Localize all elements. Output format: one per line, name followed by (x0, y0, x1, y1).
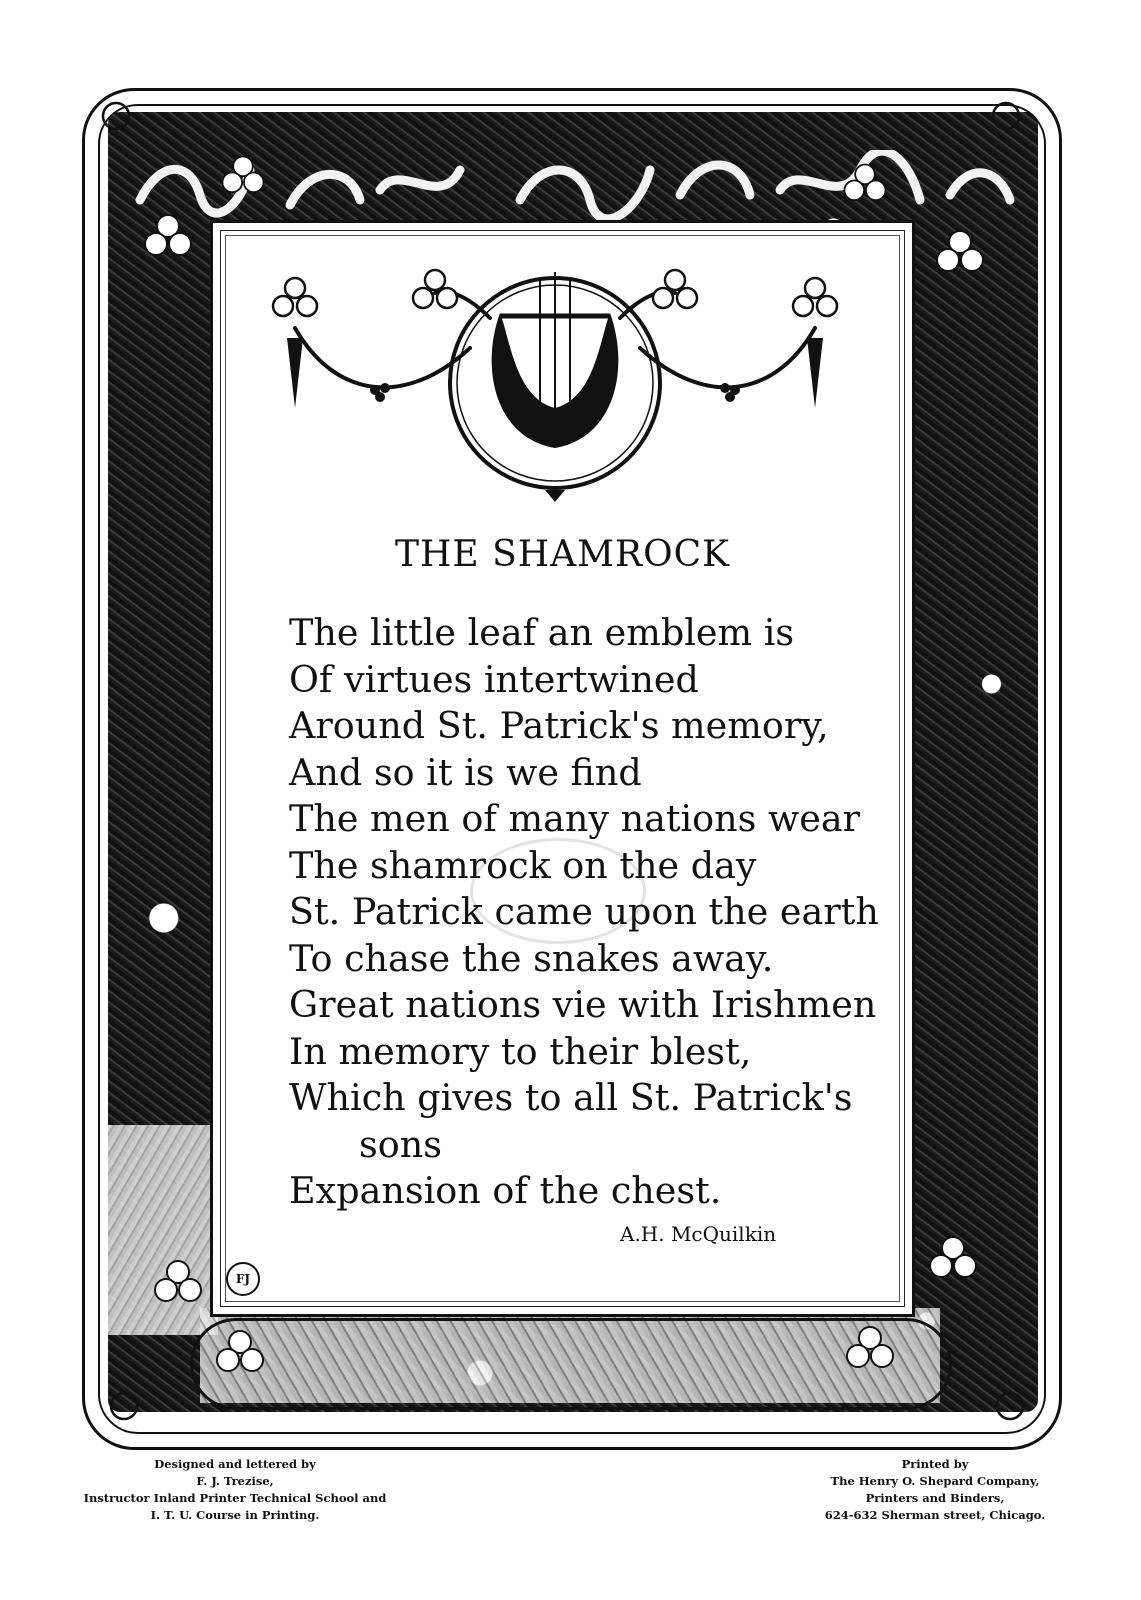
designer-credit (70, 1456, 400, 1524)
credit-line: I. T. U. Course in Printing. (150, 1508, 320, 1522)
credit-line: Designed and lettered by (154, 1457, 316, 1471)
poem-line: To chase the snakes away. (289, 936, 774, 980)
credit-line: The Henry O. Shepard Company, (830, 1474, 1040, 1488)
credit-line: F. J. Trezise, (196, 1474, 274, 1488)
corner-loop-icon (986, 96, 1026, 136)
shamrock-icon (212, 1326, 268, 1382)
poem-title: THE SHAMROCK (394, 534, 731, 575)
credit-line: Printed by (901, 1457, 969, 1471)
shamrock-icon (925, 1232, 981, 1288)
poem-line: In memory to their blest, (289, 1029, 752, 1073)
shamrock-icon (218, 152, 268, 202)
poem-line: Expansion of the chest. (289, 1169, 722, 1212)
bottom-cartouche (190, 1318, 952, 1410)
shamrock-icon (842, 1322, 898, 1378)
poem-line: And so it is we find (289, 750, 642, 794)
poem-line: Great nations vie with Irishmen (289, 983, 877, 1026)
credit-line: Instructor Inland Printer Technical School and (83, 1491, 387, 1505)
poem-line: Of virtues intertwined (289, 657, 699, 701)
corner-loop-icon (990, 1386, 1030, 1426)
shamrock-icon (150, 1256, 206, 1312)
corner-loop-icon (104, 1386, 144, 1426)
shamrock-icon (932, 226, 988, 282)
lyre-ornament (255, 258, 855, 528)
poem-line: The little leaf an emblem is (289, 611, 795, 654)
shamrock-icon (140, 210, 196, 266)
poem-line: The men of many nations wear (289, 797, 861, 840)
lyre-icon (450, 272, 660, 502)
credit-line: 624-632 Sherman street, Chicago. (824, 1508, 1046, 1522)
designer-monogram: FJ (226, 1262, 260, 1296)
poem-body (289, 610, 889, 1215)
corner-loop-icon (96, 96, 136, 136)
shamrock-icon (840, 160, 890, 210)
poem-line: Around St. Patrick's memory, (289, 704, 829, 747)
poem-line: St. Patrick came upon the earth (289, 890, 879, 933)
poem-line: Which gives to all St. Patrick's (289, 1076, 853, 1119)
poem-author: A.H. McQuilkin (620, 1222, 777, 1246)
printer-credit (815, 1456, 1055, 1524)
poem-line: sons (359, 1122, 442, 1166)
poem-line: The shamrock on the day (289, 843, 757, 887)
credit-line: Printers and Binders, (865, 1491, 1005, 1505)
